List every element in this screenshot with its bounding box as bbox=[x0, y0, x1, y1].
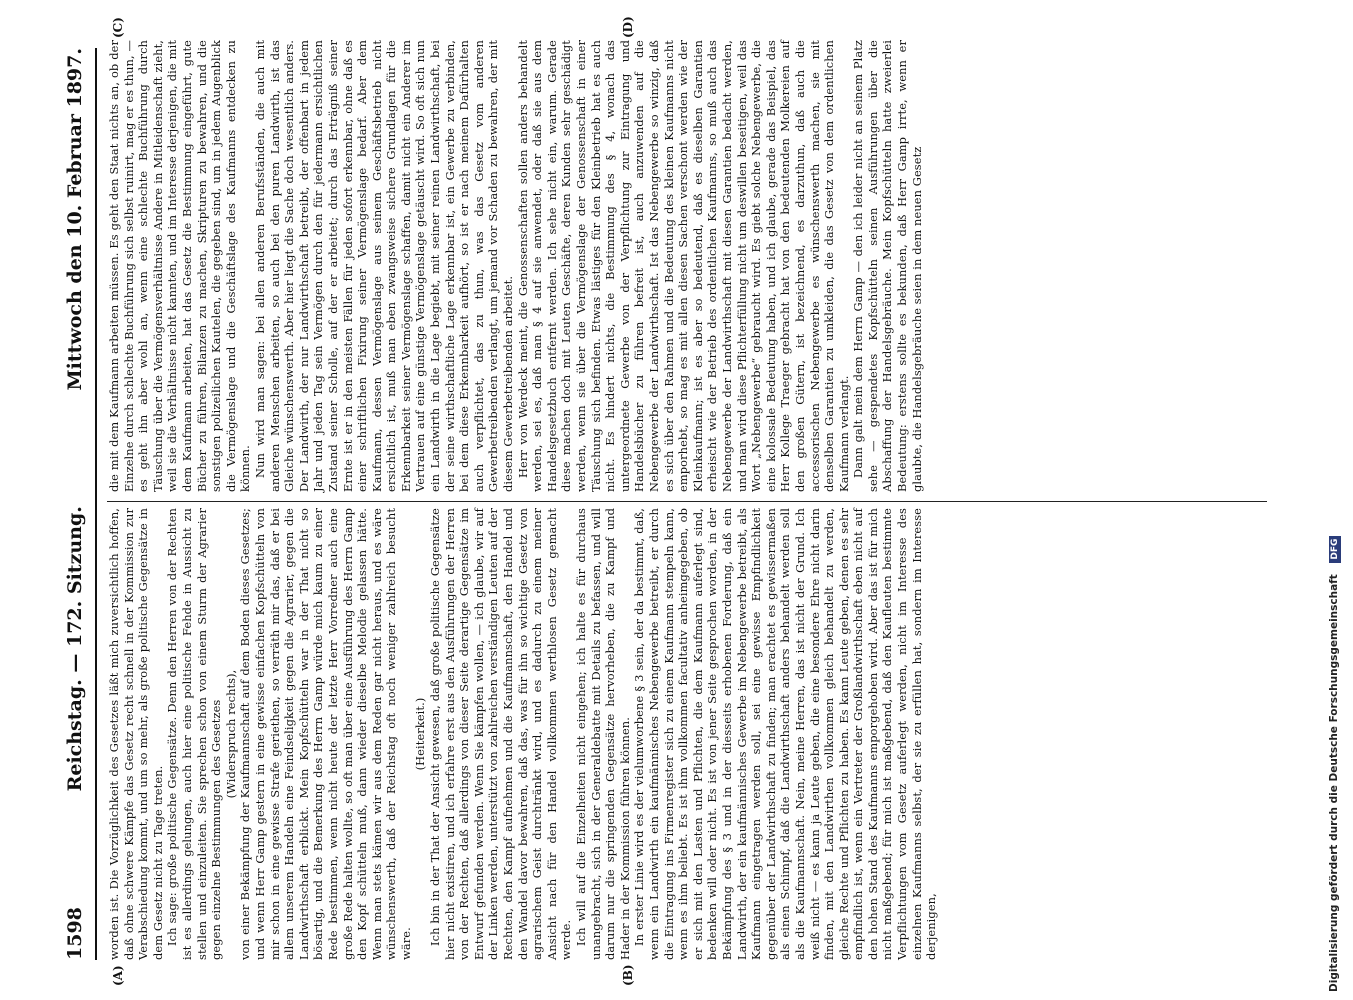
paragraph: die mit dem Kaufmann arbeiten müssen. Es geht den Staat nichts an, ob der Einzelne durch schlechte Buchführung sich selbst ruinirt, mag er es thun, — es geht ihn aber wohl an, wenn eine schlechte Buchführung durch Täuschung über die Vermögensverhältnisse Andere in Mitleidenschaft zieht, weil sie die Verhältnisse nicht kannten, und im Interesse derjenigen, die mit dem Kaufmann arbeiten, hat das Gesetz die Bestimmung eingeführt, gute Bücher zu führen, Bilanzen zu machen, Skripturen zu bewahren, und die sonstigen polizeilichen Kautelen, die gegeben sind, um in jedem Augenblick die Vermögenslage und die Geschäftslage des Kaufmanns entdecken zu können. bbox=[107, 40, 253, 492]
credit-text: Digitalisierung gefördert durch die Deutsche Forschungsgemeinschaft bbox=[1328, 574, 1340, 992]
paragraph: Ich sage: große politische Gegensätze. Denn den Herren von der Rechten ist es allerdings gelungen, auch hier eine politische Fehde in Aussicht zu stellen und einzuleiten. Sie sprechen schon von einem Sturm der Agrarier gegen einzelne Bestimmungen des Gesetzes bbox=[165, 508, 224, 960]
margin-marker-a: (A) bbox=[111, 965, 125, 986]
paragraph: Herr von Werdeck meint, die Genossenschaften sollen anders behandelt werden, sei es, daß man § 4 auf sie anwendet, oder daß sie aus dem Handelsgesetzbuch entfernt werden. Ich sehe nicht ein, warum. Gerade diese machen doch mit Leuten Geschäfte, deren Kunden sehr geschädigt werden, wenn sie über die Vermögenslage der Genossenschaft in einer Täuschung sich befinden. Etwas lästiges für den Kleinbetrieb hat es auch nicht. Es hindert nichts, die Bestimmung des § 4, wonach das untergeordnete Gewerbe von der Verpflichtung zur Eintragung und Handelsbücher zu führen befreit ist, auch anzuwenden auf die Nebengewerbe der Landwirthschaft. Ist das Nebengewerbe so winzig, daß es sich über den Rahmen und die Bedeutung des kleinen Kaufmanns nicht emporhebt, so mag es mit allen diesen Sachen verschont werden wie der Kleinkaufmann; ist es aber so bedeutend, daß es dieselben Garantien erheischt wie der Betrieb des ordentlichen Kaufmanns, so muß auch das Nebengewerbe der Landwirthschaft mit diesen Garantien bedacht werden, und man wird diese Pflichterfüllung nicht um deswillen beseitigen, weil das Wort „Nebengewerbe“ gebraucht wird. Es giebt solche Nebengewerbe, die eine kolossale Bedeutung haben, und ich glaube, gerade das Beispiel, das Herr Kollege Traeger gebracht hat von den bedeutenden Molkereien auf den großen Gütern, ist bezeichnend, es darzuthun, daß auch die accessorischen Nebengewerbe es wünschenswerth machen, sie mit denselben Garantien zu umkleiden, die das Gesetz von dem ordentlichen Kaufmann verlangt. bbox=[515, 40, 851, 492]
interjection: (Heiterkeit.) bbox=[413, 697, 428, 771]
page-number: 1598 bbox=[64, 907, 86, 960]
column-separator bbox=[107, 501, 1267, 502]
paragraph: Ich will auf die Einzelheiten nicht eingehen; ich halte es für durchaus unangebracht, sich in der Generaldebatte mit Details zu befassen, und will darum nur die springenden Gegensätze hervorheben, die zu Kampf und Hader in der Kommission führen können. bbox=[574, 508, 632, 960]
header-rule bbox=[95, 48, 97, 960]
interjection: (Widerspruch rechts), bbox=[223, 669, 238, 799]
page-date: Mittwoch den 10. Februar 1897. bbox=[64, 48, 86, 391]
paragraph: Dann galt mein dem Herrn Gamp — den ich leider nicht an seinem Platz sehe — gespendetes Kopfschütteln seinen Ausführungen über die Abschaffung der Handelsgebräuche. Mein Kopfschütteln hatte zweierlei Bedeutung: erstens sollte es bekunden, daß Herr Gamp irrte, wenn er glaubte, die Handelsgebräuche seien in dem neuen Gesetz bbox=[851, 40, 924, 492]
rotated-page bbox=[15, 0, 1315, 1000]
paragraph: Ich bin in der That der Ansicht gewesen, daß große politische Gegensätze hier nicht existiren, und ich erfahre erst aus den Ausführungen der Herren von der Rechten, daß allerdings von dieser Seite derartige Gegensätze im Entwurf gefunden werden. Wenn Sie kämpfen wollen, — ich glaube, wir auf der Linken werden, unterstützt von zahlreichen verständigen Leuten auf der Rechten, den Kampf aufnehmen und die Kaufmannschaft, den Handel und den Wandel davor bewahren, daß das, was für ihn so wichtige Gesetz von agrarischem Geist durchtränkt wird, und es dadurch zu einem meiner Ansicht nach für den Handel vollkommen werthlosen Gesetz gemacht werde. bbox=[428, 508, 574, 960]
page-header bbox=[55, 48, 95, 960]
dfg-logo-icon: DFG bbox=[1329, 536, 1341, 563]
paragraph: In erster Linie wird es der vielumworbene § 3 sein, der da bestimmt, daß, wenn ein Landwirth ein kaufmännisches Nebengewerbe betreibt, er durch die Eintragung ins Firmenregister sich zu einem Kaufmann stempeln kann, wenn es ihm beliebt. Es ist ihm vollkommen facultativ anheimgegeben, ob er sich mit den Lasten und Pflichten, die dem Kaufmann auferlegt sind, bedenken will oder nicht. Es ist von jener Seite gesprochen worden, in der Bekämpfung des § 3 und in der diesseits erhobenen Forderung, daß ein Landwirth, der ein kaufmännisches Gewerbe im Nebengewerbe betreibt, als Kaufmann eingetragen werden soll, sei eine gewisse Empfindlichkeit gegenüber der Landwirthschaft zu finden; man erachtet es gewissermaßen als einen Schimpf, daß die Landwirthschaft anders behandelt werden soll als die Kaufmannschaft. Nein, meine Herren, das ist nicht der Grund. Ich weiß nicht — es kann ja Leute geben, die eine besondere Ehre nicht darin finden, mit den Landwirthen vollkommen gleich behandelt zu werden, gleiche Rechte und Pflichten zu haben. Es kann Leute geben, denen es sehr empfindlich ist, wenn ein Vertreter der Großlandwirthschaft eben nicht auf den hohen Stand des Kaufmanns emporgehoben wird. Aber das ist für mich nicht maßgebend; für mich ist maßgebend, daß den Kaufleuten bestimmte Verpflichtungen vom Gesetz auferlegt werden, nicht im Interesse des einzelnen Kaufmanns selbst, der sie zu erfüllen hat, sondern im Interesse derjenigen, bbox=[632, 508, 939, 960]
paragraph: Nun wird man sagen: bei allen anderen Berufsständen, die auch mit anderen Menschen arbeiten, so auch bei den puren Landwirth, ist das Gleiche wünschenswerth. Aber hier liegt die Sache doch wesentlich anders. Der Landwirth, der nur Landwirthschaft betreibt, der offenbart in jedem Jahr und jeden Tag sein Vermögen durch den für jedermann ersichtlichen Zustand seiner Scholle, auf der er arbeitet; durch das Erträgniß seiner Ernte ist er in den meisten Fällen für jeden sofort erkennbar, ohne daß es einer schriftlichen Fixirung seiner Vermögenslage bedarf. Aber dem Kaufmann, dessen Vermögenslage aus seinem Geschäftsbetrieb nicht ersichtlich ist, muß man eben zwangsweise sichere Grundlagen für die Erkennbarkeit seiner Vermögenslage schaffen, damit nicht ein Anderer im Vertrauen auf eine günstige Vermögenslage getäuscht wird. So oft sich nun ein Landwirth in die Lage begiebt, mit seiner reinen Landwirthschaft, bei der seine wirthschaftliche Lage erkennbar ist, ein Gewerbe zu verbinden, bei dem diese Erkennbarkeit aufhört, so ist er nach meinem Dafürhalten auch verpflichtet, das zu thun, was das Gesetz vom anderen Gewerbetreibenden verlangt, um jemand vor Schaden zu bewahren, der mit diesem Gewerbetreibenden arbeitet. bbox=[252, 40, 516, 492]
margin-marker-c: (C) bbox=[111, 17, 125, 38]
margin-marker-d: (D) bbox=[621, 16, 635, 38]
left-column bbox=[107, 508, 939, 960]
paragraph: worden ist. Die Vorzüglichkeit des Gesetzes läßt mich zuversichtlich hoffen, daß ohne schwere Kämpfe das Gesetz recht schnell in der Kommission zur Verabschiedung kommt, und um so mehr, als große politische Gegensätze in dem Gesetz nicht zu Tage treten. bbox=[107, 508, 165, 960]
margin-marker-b: (B) bbox=[621, 964, 635, 986]
page-title: Reichstag. — 172. Sitzung. bbox=[64, 506, 86, 792]
digitization-credit bbox=[1328, 536, 1341, 992]
right-column bbox=[107, 40, 924, 492]
paragraph: von einer Bekämpfung der Kaufmannschaft auf dem Boden dieses Gesetzes; und wenn Herr Gamp gestern in eine gewisse einfachen Kopfschütteln von mir schon in eine gewisse Strafe geriethen, so verräth mir das, daß er bei allem unserem Handeln eine Feindseligkeit gegen die Agrarier, gegen die Landwirthschaft erblickt. Mein Kopfschütteln war in der That nicht so bösartig, und die Bemerkung des Herrn Gamp würde mich kaum zu einer Rede bestimmen, wenn nicht heute der letzte Herr Vorredner auch eine große Rede halten wollte, so oft man über eine Ausführung des Herrn Gamp den Kopf schütteln muß, dann wieder dieselbe Melodie gelassen hätte. Wenn man stets kämen wir aus dem Reden gar nicht heraus, und es wäre wünschenswerth, daß der Reichstag oft noch weniger zahlreich besucht wäre. bbox=[238, 508, 413, 960]
